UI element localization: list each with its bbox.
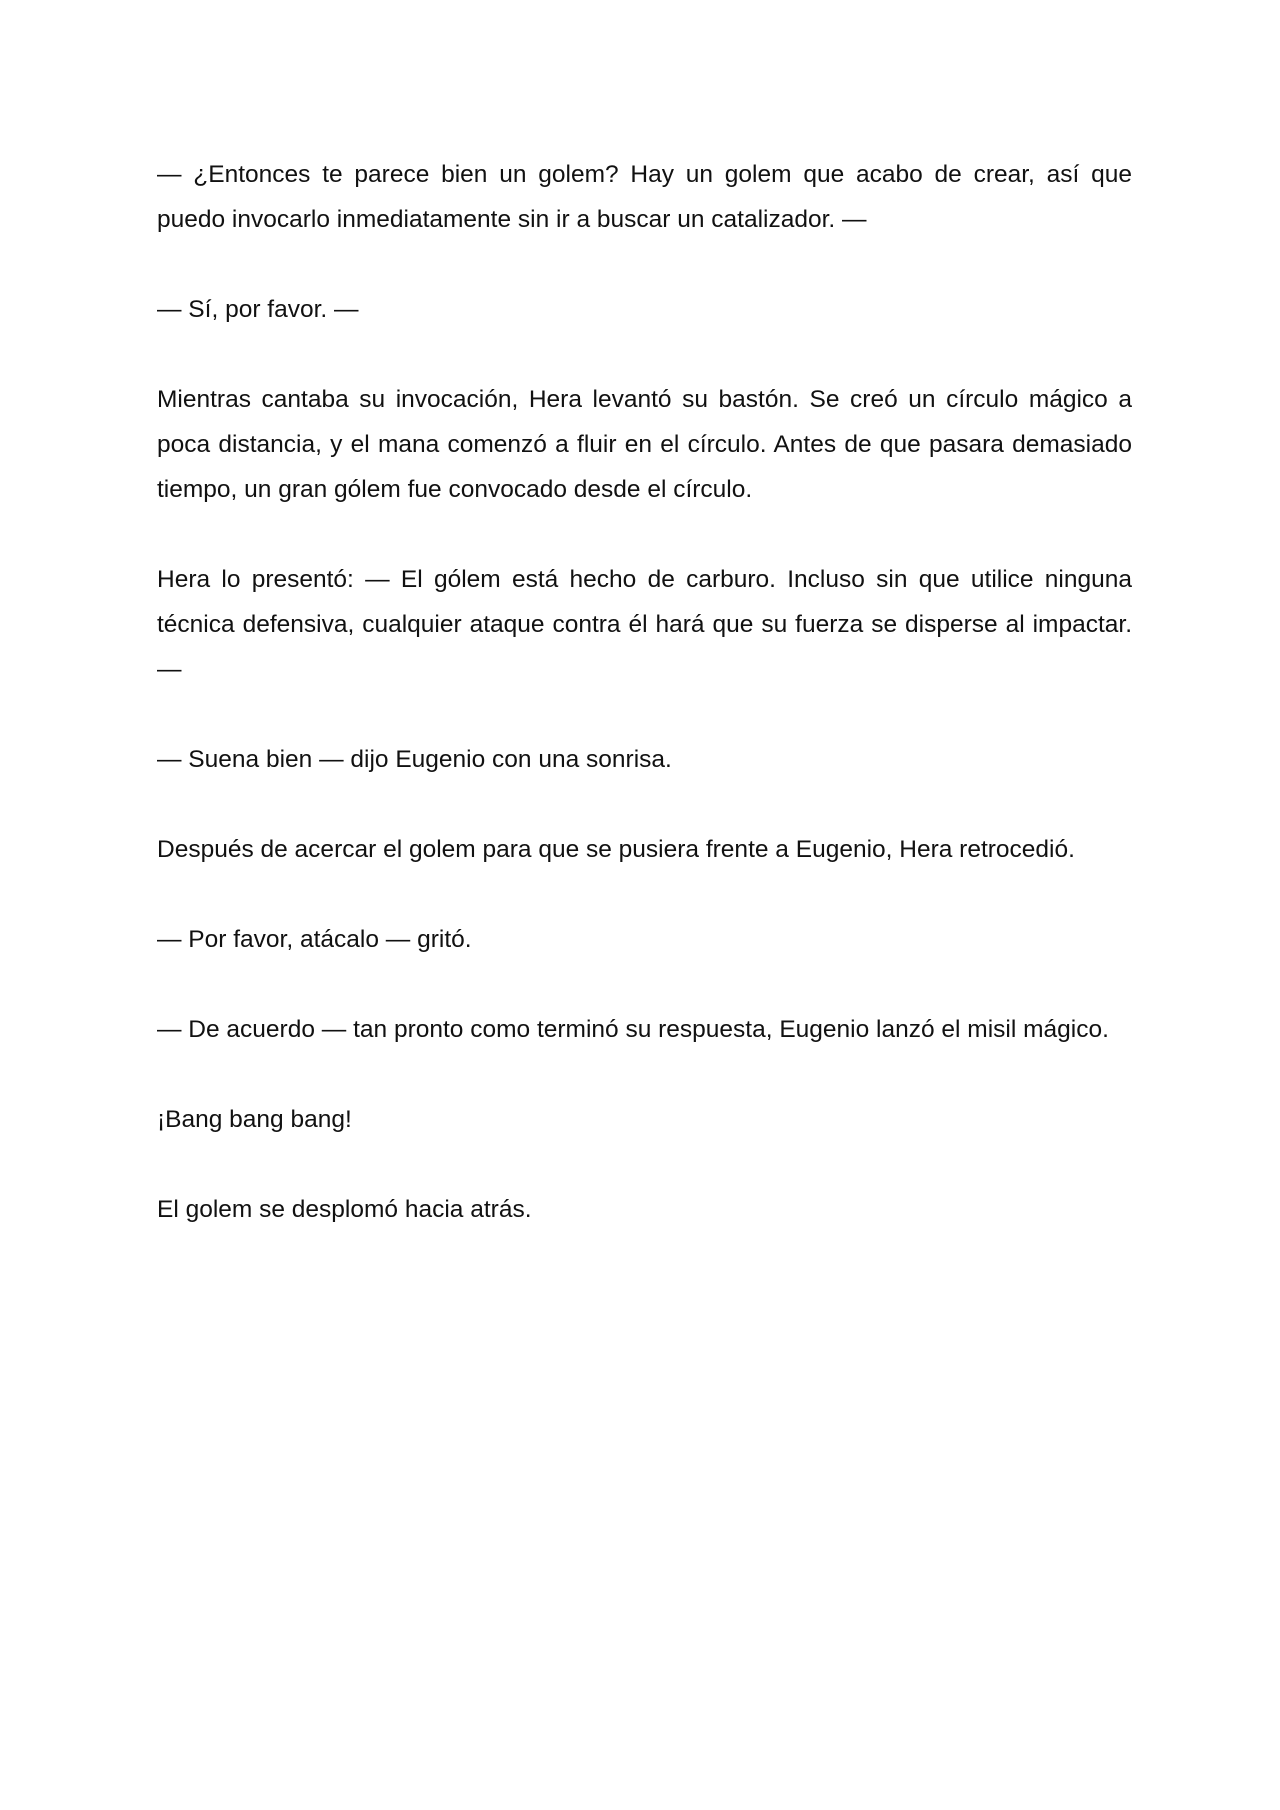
paragraph: — Suena bien — dijo Eugenio con una sonrisa. — [157, 746, 672, 773]
paragraph: ¡Bang bang bang! — [157, 1106, 352, 1133]
paragraph: — Sí, por favor. — — [157, 296, 359, 323]
paragraph: El golem se desplomó hacia atrás. — [157, 1196, 532, 1223]
paragraph: Después de acercar el golem para que se pusiera frente a Eugenio, Hera retrocedió. — [157, 836, 1075, 863]
document-body — [157, 152, 1132, 1277]
paragraph: Mientras cantaba su invocación, Hera levantó su bastón. Se creó un círculo mágico a poca distancia, y el mana comenzó a fluir en el círculo. Antes de que pasara demasiado tiempo, un gran gólem fue convocado desde el círculo. — [157, 386, 1132, 503]
paragraph: Hera lo presentó: — El gólem está hecho de carburo. Incluso sin que utilice ninguna técnica defensiva, cualquier ataque contra él hará que su fuerza se disperse al impactar. — — [157, 566, 1132, 683]
paragraph: — Por favor, atácalo — gritó. — [157, 926, 472, 953]
paragraph: — ¿Entonces te parece bien un golem? Hay un golem que acabo de crear, así que puedo invocarlo inmediatamente sin ir a buscar un catalizador. — — [157, 161, 1132, 233]
paragraph: — De acuerdo — tan pronto como terminó su respuesta, Eugenio lanzó el misil mágico. — [157, 1016, 1109, 1043]
